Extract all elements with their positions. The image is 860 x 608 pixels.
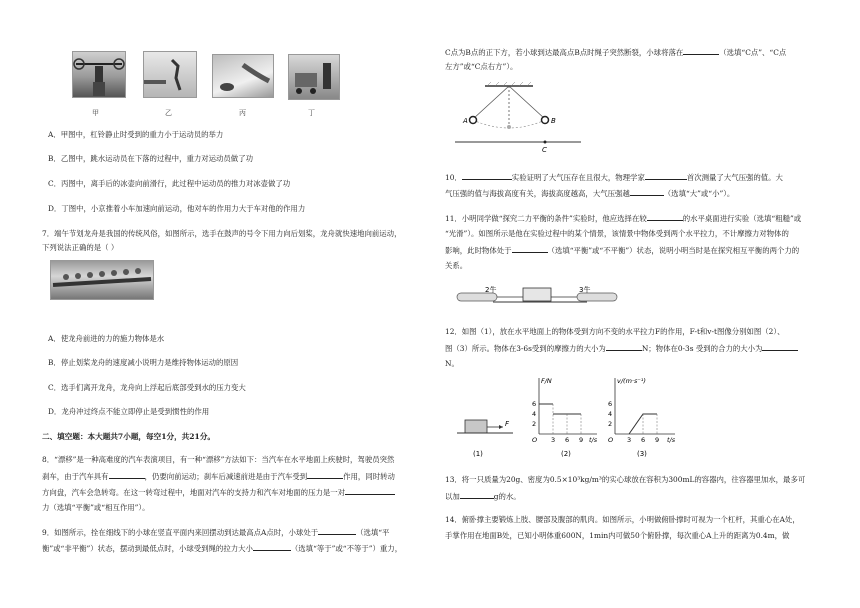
string-right [509,86,545,119]
q8-line4: 力（选填“平衡”或“相互作用”）。 [42,503,150,512]
q6-option-b: B．乙图中，跳水运动员在下落的过程中，重力对运动员做了功 [48,154,253,163]
q12-text: N；物体在0-3s 受到的合力的大小为 [641,344,763,353]
fig3-v-t-graph [608,377,676,458]
ball-b [542,117,549,124]
q13-text: g的水。 [493,492,521,501]
q10-text: 实验证明了大气压存在且很大，物理学家 [511,173,645,182]
fig3-xlabel: t/s [667,436,676,444]
q11-text: 11．小明同学做“探究二力平衡的条件”实验时，他应选择在较 [445,214,647,223]
fig3-caption: (3) [637,450,647,458]
q11-line1 [445,211,801,225]
q13-line1: 13．将一只质量为20g、密度为0.5×10³kg/m³的实心球放在容积为300mL的容器内，往容器里加水，最多可 [445,475,806,484]
q10-line1 [445,170,783,184]
fig2-f-t-graph [532,377,598,458]
q9-line2 [42,541,402,555]
q7-option-a: A．使龙舟前进的力的施力物体是水 [48,334,165,343]
q12-line2 [445,341,798,355]
q11-text: （选填“平衡”或“不平衡”）状态，说明小明当时是在探究相互平衡的两个力的 [547,246,800,255]
photo-diving [143,51,197,98]
q11-line3 [445,243,799,257]
q8-text: ，仍要向前运动；刹车后减速前进是由于汽车受到 [144,472,308,481]
fig3-origin: O [608,436,614,444]
q12-blank-1[interactable] [606,341,642,351]
q9-line1 [42,525,389,539]
q12-line3: N。 [445,359,459,368]
fig3-ytick-label: 6 [608,400,613,408]
fig2-ytick-label: 4 [532,410,537,418]
weightlifter-image [73,52,125,97]
q11-blank-1[interactable] [647,211,683,221]
string-left [473,86,509,119]
q12-figures [457,376,687,462]
photo-dragon-boat [50,260,154,300]
q11-line2: “光滑”）。如图所示是他在实验过程中的某个情景，该情景中物体受到两个水平拉力，不计摩擦力对物体的 [445,229,789,238]
fig3-xtick-label: 9 [655,436,660,444]
q11-line4: 关系。 [445,261,468,270]
q13-blank-1[interactable] [460,489,494,499]
q10-line2 [445,186,734,200]
q11-blank-2[interactable] [512,243,548,253]
spring-scale-right [577,293,617,301]
spring-scale-left [457,293,497,301]
scale-right-reading: 3牛 [579,286,591,294]
q7-option-b: B．停止划桨龙舟的速度减小说明力是维持物体运动的原因 [48,358,239,367]
fig3-ytick-label: 4 [608,410,613,418]
q10-blank-2[interactable] [645,170,687,180]
q8-text: 作用，同时转动 [343,472,395,481]
pendulum-diagram [445,80,585,158]
fig2-ytick-label: 2 [532,420,537,428]
curling-image [213,55,273,97]
q13-text: 以加 [445,492,460,501]
section-heading-fill-in: 二、填空题：本大题共7小题，每空1分，共21分。 [42,432,216,441]
q7-stem-line2: 下列说法正确的是（ ） [42,243,119,252]
q7-option-c: C．选手们离开龙舟，龙舟向上浮起后底部受到水的压力变大 [48,383,246,392]
fig3-xtick-label: 3 [627,436,632,444]
fig1-block [465,420,487,433]
q8-blank-1[interactable] [109,469,145,479]
photo-weightlifting [72,51,126,98]
q12-text: 图（3）所示。物体在3-6s受到的摩擦力的大小为 [445,344,606,353]
q8-line1: 8．“漂移”是一种高难度的汽车表演项目，有一种“漂移”方法如下：当汽车在水平地面上疾驶时，驾驶员突然 [42,455,395,464]
q9-text: 衡”或“非平衡”）状态，摆动到最低点时，小球受到绳的拉力大小 [42,544,253,553]
q6-option-d: D．丁图中，小京推着小车加速向前运动，他对车的作用力大于车对他的作用力 [48,204,306,213]
fig2-xlabel: t/s [589,436,598,444]
dragon-boat-image [51,261,153,299]
fig3-ytick-label: 2 [608,420,613,428]
scale-left-reading: 2牛 [485,286,497,294]
fig2-origin: O [532,436,538,444]
q10-text: （选填“大”或“小”）。 [663,189,735,198]
q10-text: 首次测量了大气压强的值。大 [686,173,783,182]
q8-text: 方向盘，汽车会急转弯。在这一转弯过程中，地面对汽车的支持力和汽车对地面的压力是一对 [42,488,346,497]
q8-text: 刹车，由于汽车具有 [42,472,109,481]
caption-jia: 甲 [92,109,99,117]
q9-blank-2[interactable] [253,541,291,551]
q13-line2 [445,489,521,503]
block [523,288,551,301]
q10-text: 10． [445,173,462,182]
q7-stem-line1: 7．端午节划龙舟是我国的传统风俗，如图所示，选手在鼓声的号令下用力向后划桨，龙舟就快速地向前运动， [42,229,402,238]
q14-line2: 手掌作用在地面B处，已知小明体重600N，1min内可做50个俯卧撑，每次重心A上升的距离为0.4m，做 [445,531,790,540]
q9-text: C点为B点的正下方，若小球到达最高点B点时绳子突然断裂，小球将落在 [445,48,684,57]
q7-option-d: D．龙舟冲过终点不能立即停止是受到惯性的作用 [48,407,210,416]
fig2-xtick-label: 9 [579,436,584,444]
fig3-ylabel: v/(m·s⁻¹) [617,377,646,385]
q14-line1: 14．俯卧撑主要锻炼上肢、腰部及腹部的肌肉。如图所示，小明做俯卧撑时可视为一个杠杆，其重心在A处， [445,515,800,524]
q9-text: （选填“等于”或“不等于”）重力， [290,544,403,553]
diver-image [144,52,196,97]
q11-text: 的水平桌面进行实验（选填“粗糙”或 [682,214,802,223]
caption-bing: 丙 [239,109,246,117]
fig2-xtick-label: 3 [551,436,556,444]
q9-text: （选填“平 [356,528,390,537]
fig2-ylabel: F/N [541,377,552,385]
q8-blank-3[interactable] [345,485,395,495]
q12-blank-2[interactable] [762,341,798,351]
q8-blank-2[interactable] [307,469,343,479]
two-force-diagram [453,283,633,309]
label-b: B [551,117,556,125]
q10-text: 气压强的值与海拔高度有关，海拔高度越高，大气压强越 [445,189,630,198]
photo-curling [212,54,274,98]
point-c [544,141,547,144]
q9-line3 [445,45,786,59]
fig1-f-label: F [505,420,510,428]
q9-text: 9．如图所示，拴在细线下的小球在竖直平面内来回摆动到达最高点A点时，小球处于 [42,528,319,537]
fig2-caption: (2) [561,450,571,458]
fig3-line-segment [629,414,657,434]
ball-a [470,117,477,124]
q11-text: 影响，此时物体处于 [445,246,512,255]
photo-cart [288,54,340,100]
fig2-ytick-label: 6 [532,400,537,408]
label-c: C [542,146,547,154]
label-a: A [463,117,468,125]
ball-lowest [507,125,511,129]
q6-option-a: A．甲图中，杠铃静止时受到的重力小于运动员的举力 [48,130,224,139]
fig3-xtick-label: 6 [641,436,646,444]
q12-line1: 12．如图（1），放在水平地面上的物体受到方向不变的水平拉力F的作用，F-t和v-t图像分别如图（2）、 [445,327,785,336]
q8-line3 [42,485,395,499]
caption-ding: 丁 [308,109,315,117]
q9-text: （选填“C点”、“C点 [719,48,787,57]
fig2-xtick-label: 6 [565,436,570,444]
q10-blank-1[interactable] [462,170,512,180]
cart-image [289,55,339,99]
fig1-caption: (1) [473,450,483,458]
q9-blank-3[interactable] [683,45,719,55]
q9-blank-1[interactable] [318,525,356,535]
q6-option-c: C．丙图中，离手后的冰壶向前滑行，此过程中运动员的推力对冰壶做了功 [48,179,291,188]
q9-line4: 左方”或“C点右方”）。 [445,62,518,71]
fig1-arrowhead [499,425,503,429]
caption-yi: 乙 [165,109,172,117]
q8-line2 [42,469,395,483]
q10-blank-3[interactable] [630,186,664,196]
fig1-block-on-ground [457,420,513,458]
